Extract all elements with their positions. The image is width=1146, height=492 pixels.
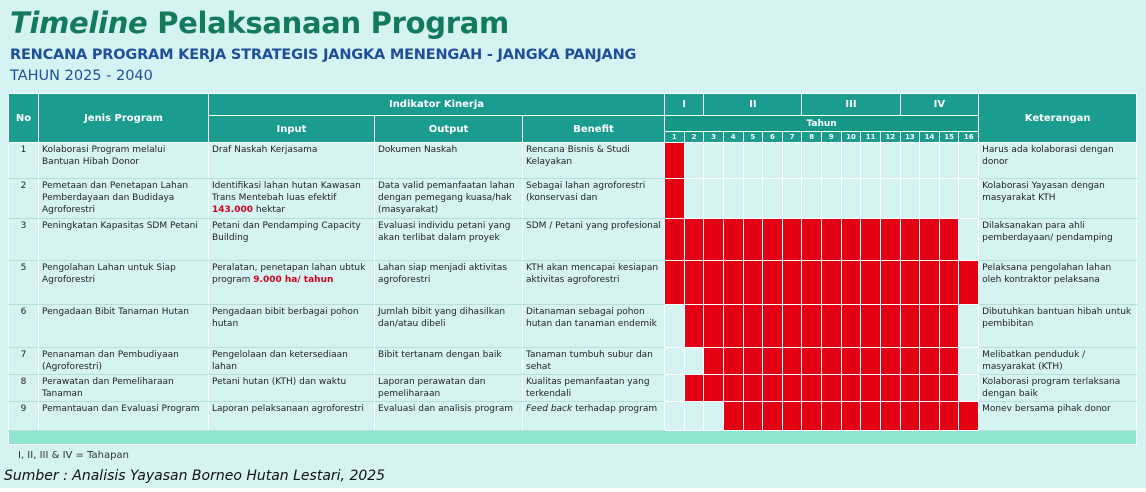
timeline-bar-year-10 xyxy=(841,375,861,402)
footer-band xyxy=(9,431,1137,445)
header-keterangan: Keterangan xyxy=(979,94,1137,143)
timeline-bar-year-4 xyxy=(723,261,743,305)
timeline-empty-year-16 xyxy=(959,143,979,179)
timeline-bar-year-11 xyxy=(861,219,881,261)
keterangan-cell: Pelaksana pengolahan lahan oleh kontraktor pelaksana xyxy=(979,261,1137,305)
timeline-bar-year-1 xyxy=(665,261,685,305)
timeline-empty-year-3 xyxy=(704,143,724,179)
timeline-bar-year-4 xyxy=(723,375,743,402)
output-cell: Jumlah bibit yang dihasilkan dan/atau dibeli xyxy=(375,305,523,348)
header-jenis-program: Jenis Program xyxy=(39,94,209,143)
timeline-bar-year-14 xyxy=(920,219,940,261)
input-text: Identifikasi lahan hutan Kawasan Trans Mentebah luas efektif xyxy=(212,181,361,203)
timeline-bar-year-8 xyxy=(802,305,822,348)
header-stage-4: IV xyxy=(900,94,979,116)
timeline-bar-year-9 xyxy=(822,348,842,375)
row-number: 1 xyxy=(9,143,39,179)
timeline-empty-year-16 xyxy=(959,375,979,402)
keterangan-cell: Kolaborasi Yayasan dengan masyarakat KTH xyxy=(979,179,1137,219)
title-rest: Pelaksanaan Program xyxy=(157,6,509,40)
timeline-bar-year-5 xyxy=(743,402,763,431)
year-number-13: 13 xyxy=(900,132,920,143)
benefit-cell: SDM / Petani yang profesional xyxy=(523,219,665,261)
timeline-bar-year-9 xyxy=(822,305,842,348)
table-row xyxy=(9,375,1137,402)
timeline-empty-year-6 xyxy=(763,179,783,219)
input-cell: Laporan pelaksanaan agroforestri xyxy=(209,402,375,431)
timeline-empty-year-15 xyxy=(939,179,959,219)
timeline-bar-year-7 xyxy=(782,219,802,261)
output-cell: Bibit tertanam dengan baik xyxy=(375,348,523,375)
row-number: 6 xyxy=(9,305,39,348)
header-output: Output xyxy=(375,116,523,143)
program-name: Peningkatan Kapasitas SDM Petani xyxy=(39,219,209,261)
table-row xyxy=(9,402,1137,431)
timeline-bar-year-8 xyxy=(802,261,822,305)
timeline-empty-year-16 xyxy=(959,179,979,219)
timeline-bar-year-15 xyxy=(939,219,959,261)
timeline-bar-year-11 xyxy=(861,402,881,431)
table-row xyxy=(9,179,1137,219)
timeline-bar-year-12 xyxy=(880,305,900,348)
timeline-empty-year-9 xyxy=(822,143,842,179)
timeline-empty-year-5 xyxy=(743,179,763,219)
keterangan-cell: Dibutuhkan bantuan hibah untuk pembibitan xyxy=(979,305,1137,348)
timeline-bar-year-6 xyxy=(763,219,783,261)
input-cell xyxy=(209,261,375,305)
timeline-bar-year-8 xyxy=(802,348,822,375)
timeline-bar-year-12 xyxy=(880,348,900,375)
input-cell: Draf Naskah Kerjasama xyxy=(209,143,375,179)
timeline-bar-year-3 xyxy=(704,219,724,261)
year-number-12: 12 xyxy=(880,132,900,143)
timeline-bar-year-13 xyxy=(900,402,920,431)
timeline-empty-year-7 xyxy=(782,143,802,179)
benefit-cell: KTH akan mencapai kesiapan aktivitas agroforestri xyxy=(523,261,665,305)
year-number-8: 8 xyxy=(802,132,822,143)
table-row xyxy=(9,261,1137,305)
timeline-bar-year-9 xyxy=(822,261,842,305)
year-number-9: 9 xyxy=(822,132,842,143)
output-cell: Lahan siap menjadi aktivitas agroforestri xyxy=(375,261,523,305)
keterangan-cell: Melibatkan penduduk / masyarakat (KTH) xyxy=(979,348,1137,375)
benefit-text: terhadap program xyxy=(572,404,658,414)
timeline-empty-year-7 xyxy=(782,179,802,219)
timeline-bar-year-1 xyxy=(665,143,685,179)
keterangan-cell: Kolaborasi program terlaksana dengan baik xyxy=(979,375,1137,402)
benefit-cell: Rencana Bisnis & Studi Kelayakan xyxy=(523,143,665,179)
input-highlight: 9.000 ha/ tahun xyxy=(253,275,334,285)
timeline-empty-year-11 xyxy=(861,179,881,219)
timeline-bar-year-15 xyxy=(939,348,959,375)
timeline-bar-year-15 xyxy=(939,305,959,348)
timeline-bar-year-6 xyxy=(763,375,783,402)
timeline-bar-year-12 xyxy=(880,261,900,305)
timeline-bar-year-5 xyxy=(743,305,763,348)
timeline-bar-year-7 xyxy=(782,375,802,402)
program-name: Penanaman dan Pembudiyaan (Agroforestri) xyxy=(39,348,209,375)
timeline-bar-year-7 xyxy=(782,261,802,305)
title-italic: Timeline xyxy=(10,6,148,40)
timeline-empty-year-6 xyxy=(763,143,783,179)
timeline-bar-year-2 xyxy=(684,261,704,305)
timeline-bar-year-5 xyxy=(743,261,763,305)
output-cell: Laporan perawatan dan pemeliharaan xyxy=(375,375,523,402)
timeline-empty-year-13 xyxy=(900,143,920,179)
timeline-bar-year-4 xyxy=(723,305,743,348)
timeline-bar-year-9 xyxy=(822,402,842,431)
year-number-14: 14 xyxy=(920,132,940,143)
timeline-bar-year-11 xyxy=(861,375,881,402)
timeline-bar-year-8 xyxy=(802,402,822,431)
header-indikator-kinerja: Indikator Kinerja xyxy=(209,94,665,116)
timeline-bar-year-3 xyxy=(704,375,724,402)
program-name: Perawatan dan Pemeliharaan Tanaman xyxy=(39,375,209,402)
bottom-bar xyxy=(0,488,1146,492)
year-number-4: 4 xyxy=(723,132,743,143)
timeline-empty-year-1 xyxy=(665,348,685,375)
timeline-empty-year-8 xyxy=(802,179,822,219)
timeline-bar-year-6 xyxy=(763,402,783,431)
timeline-bar-year-16 xyxy=(959,402,979,431)
footer-band-row xyxy=(9,431,1137,445)
keterangan-cell: Dilaksanakan para ahli pemberdayaan/ pendamping xyxy=(979,219,1137,261)
timeline-empty-year-16 xyxy=(959,348,979,375)
timeline-bar-year-10 xyxy=(841,402,861,431)
timeline-bar-year-13 xyxy=(900,261,920,305)
header-input: Input xyxy=(209,116,375,143)
year-number-10: 10 xyxy=(841,132,861,143)
timeline-bar-year-2 xyxy=(684,375,704,402)
timeline-bar-year-2 xyxy=(684,219,704,261)
timeline-empty-year-1 xyxy=(665,375,685,402)
timeline-empty-year-2 xyxy=(684,348,704,375)
timeline-table xyxy=(8,93,1137,445)
timeline-bar-year-11 xyxy=(861,348,881,375)
timeline-bar-year-4 xyxy=(723,219,743,261)
timeline-bar-year-4 xyxy=(723,348,743,375)
header-no: No xyxy=(9,94,39,143)
program-name: Pemetaan dan Penetapan Lahan Pemberdayaan dan Budidaya Agroforestri xyxy=(39,179,209,219)
timeline-bar-year-13 xyxy=(900,219,920,261)
timeline-bar-year-1 xyxy=(665,219,685,261)
timeline-empty-year-16 xyxy=(959,219,979,261)
input-cell: Pengadaan bibit berbagai pohon hutan xyxy=(209,305,375,348)
program-name: Pemantauan dan Evaluasi Program xyxy=(39,402,209,431)
timeline-empty-year-1 xyxy=(665,402,685,431)
year-number-1: 1 xyxy=(665,132,685,143)
timeline-empty-year-14 xyxy=(920,143,940,179)
header-stage-1: I xyxy=(665,94,704,116)
page-subtitle: RENCANA PROGRAM KERJA STRATEGIS JANGKA MENENGAH - JANGKA PANJANG xyxy=(10,47,637,63)
timeline-empty-year-2 xyxy=(684,402,704,431)
output-cell: Data valid pemanfaatan lahan dengan pemegang kuasa/hak (masyarakat) xyxy=(375,179,523,219)
timeline-empty-year-10 xyxy=(841,179,861,219)
timeline-bar-year-13 xyxy=(900,375,920,402)
page-title xyxy=(10,6,509,40)
header-tahun: Tahun xyxy=(665,116,979,132)
timeline-bar-year-9 xyxy=(822,375,842,402)
timeline-bar-year-10 xyxy=(841,305,861,348)
year-number-5: 5 xyxy=(743,132,763,143)
year-number-15: 15 xyxy=(939,132,959,143)
output-cell: Dokumen Naskah xyxy=(375,143,523,179)
timeline-bar-year-13 xyxy=(900,348,920,375)
timeline-bar-year-7 xyxy=(782,305,802,348)
timeline-bar-year-14 xyxy=(920,402,940,431)
timeline-bar-year-4 xyxy=(723,402,743,431)
timeline-bar-year-12 xyxy=(880,219,900,261)
timeline-bar-year-5 xyxy=(743,375,763,402)
timeline-empty-year-14 xyxy=(920,179,940,219)
timeline-bar-year-1 xyxy=(665,179,685,219)
stage-note: I, II, III & IV = Tahapan xyxy=(18,450,129,461)
timeline-bar-year-14 xyxy=(920,305,940,348)
timeline-bar-year-15 xyxy=(939,261,959,305)
timeline-bar-year-6 xyxy=(763,348,783,375)
timeline-empty-year-9 xyxy=(822,179,842,219)
timeline-bar-year-3 xyxy=(704,305,724,348)
timeline-empty-year-11 xyxy=(861,143,881,179)
timeline-bar-year-11 xyxy=(861,261,881,305)
year-number-7: 7 xyxy=(782,132,802,143)
timeline-empty-year-3 xyxy=(704,179,724,219)
row-number: 3 xyxy=(9,219,39,261)
benefit-cell: Kualitas pemanfaatan yang terkendali xyxy=(523,375,665,402)
year-number-6: 6 xyxy=(763,132,783,143)
input-cell xyxy=(209,179,375,219)
table-row xyxy=(9,219,1137,261)
row-number: 7 xyxy=(9,348,39,375)
timeline-bar-year-3 xyxy=(704,348,724,375)
timeline-bar-year-8 xyxy=(802,375,822,402)
benefit-cell: Ditanaman sebagai pohon hutan dan tanaman endemik xyxy=(523,305,665,348)
timeline-empty-year-16 xyxy=(959,305,979,348)
year-number-2: 2 xyxy=(684,132,704,143)
header-stage-3: III xyxy=(802,94,900,116)
timeline-bar-year-15 xyxy=(939,402,959,431)
program-name: Kolaborasi Program melalui Bantuan Hibah Donor xyxy=(39,143,209,179)
timeline-empty-year-12 xyxy=(880,179,900,219)
timeline-empty-year-1 xyxy=(665,305,685,348)
timeline-body xyxy=(9,143,1137,445)
output-cell: Evaluasi dan analisis program xyxy=(375,402,523,431)
keterangan-cell: Harus ada kolaborasi dengan donor xyxy=(979,143,1137,179)
timeline-bar-year-10 xyxy=(841,219,861,261)
benefit-italic: Feed back xyxy=(526,404,573,414)
row-number: 9 xyxy=(9,402,39,431)
timeline-empty-year-4 xyxy=(723,179,743,219)
timeline-bar-year-12 xyxy=(880,402,900,431)
timeline-empty-year-2 xyxy=(684,179,704,219)
timeline-bar-year-8 xyxy=(802,219,822,261)
row-number: 2 xyxy=(9,179,39,219)
input-cell: Petani dan Pendamping Capacity Building xyxy=(209,219,375,261)
timeline-empty-year-2 xyxy=(684,143,704,179)
timeline-bar-year-13 xyxy=(900,305,920,348)
timeline-bar-year-10 xyxy=(841,348,861,375)
timeline-empty-year-3 xyxy=(704,402,724,431)
year-number-16: 16 xyxy=(959,132,979,143)
timeline-empty-year-8 xyxy=(802,143,822,179)
benefit-cell: Sebagai lahan agroforestri (konservasi dan xyxy=(523,179,665,219)
program-name: Pengadaan Bibit Tanaman Hutan xyxy=(39,305,209,348)
timeline-bar-year-10 xyxy=(841,261,861,305)
header-stage-2: II xyxy=(704,94,802,116)
timeline-empty-year-4 xyxy=(723,143,743,179)
program-name: Pengolahan Lahan untuk Siap Agroforestri xyxy=(39,261,209,305)
row-number: 5 xyxy=(9,261,39,305)
year-number-3: 3 xyxy=(704,132,724,143)
timeline-bar-year-16 xyxy=(959,261,979,305)
timeline-empty-year-5 xyxy=(743,143,763,179)
timeline-bar-year-14 xyxy=(920,261,940,305)
benefit-cell: Tanaman tumbuh subur dan sehat xyxy=(523,348,665,375)
timeline-bar-year-6 xyxy=(763,261,783,305)
timeline-bar-year-7 xyxy=(782,348,802,375)
timeline-bar-year-15 xyxy=(939,375,959,402)
timeline-empty-year-13 xyxy=(900,179,920,219)
table-row xyxy=(9,348,1137,375)
keterangan-cell: Monev bersama pihak donor xyxy=(979,402,1137,431)
timeline-bar-year-12 xyxy=(880,375,900,402)
timeline-empty-year-10 xyxy=(841,143,861,179)
timeline-bar-year-9 xyxy=(822,219,842,261)
timeline-bar-year-5 xyxy=(743,348,763,375)
input-text-end: hektar xyxy=(253,205,286,215)
timeline-bar-year-6 xyxy=(763,305,783,348)
period-label: TAHUN 2025 - 2040 xyxy=(10,68,153,84)
timeline-bar-year-3 xyxy=(704,261,724,305)
output-cell: Evaluasi individu petani yang akan terlibat dalam proyek xyxy=(375,219,523,261)
benefit-cell xyxy=(523,402,665,431)
timeline-empty-year-12 xyxy=(880,143,900,179)
input-highlight: 143.000 xyxy=(212,205,253,215)
timeline-bar-year-14 xyxy=(920,375,940,402)
header-benefit: Benefit xyxy=(523,116,665,143)
input-text: Peralatan, penetapan lahan ubtuk program xyxy=(212,263,366,285)
timeline-bar-year-11 xyxy=(861,305,881,348)
timeline-empty-year-15 xyxy=(939,143,959,179)
input-cell: Pengelolaan dan ketersediaan lahan xyxy=(209,348,375,375)
source-caption: Sumber : Analisis Yayasan Borneo Hutan Lestari, 2025 xyxy=(4,468,386,484)
table-row xyxy=(9,143,1137,179)
table-row xyxy=(9,305,1137,348)
timeline-bar-year-14 xyxy=(920,348,940,375)
input-cell: Petani hutan (KTH) dan waktu xyxy=(209,375,375,402)
timeline-bar-year-7 xyxy=(782,402,802,431)
row-number: 8 xyxy=(9,375,39,402)
year-number-11: 11 xyxy=(861,132,881,143)
timeline-bar-year-2 xyxy=(684,305,704,348)
timeline-bar-year-5 xyxy=(743,219,763,261)
